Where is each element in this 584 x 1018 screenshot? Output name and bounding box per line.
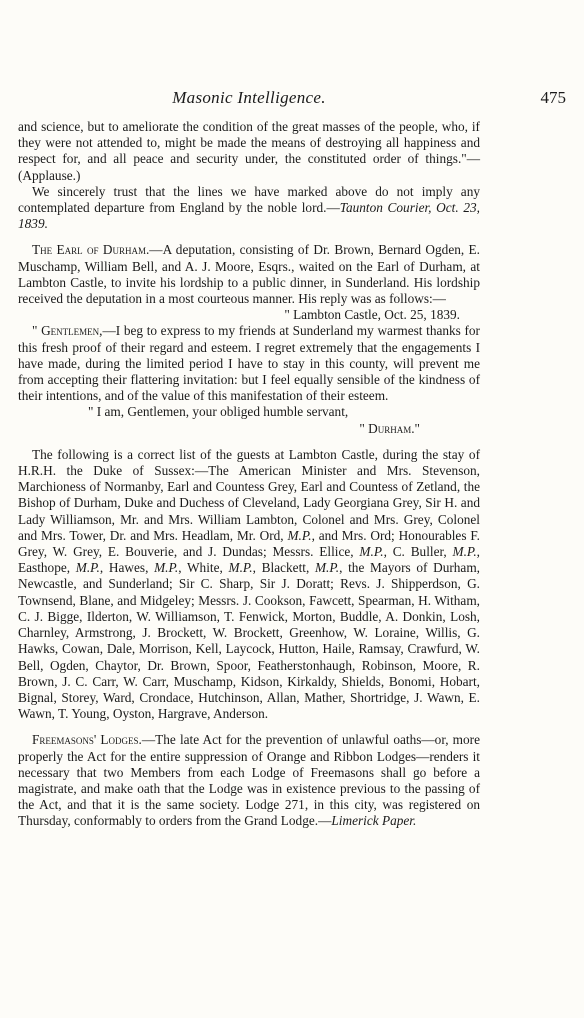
paragraph-text: , and Mrs. Ord; Honourables F. Grey, W. Grey, E. Bouverie, and J. Dundas; Messrs. Ellice, [18,527,480,560]
paragraph-text: We sincerely trust that the lines we have marked above do not imply any contemplated departure from England by the noble lord.— [18,183,480,216]
paragraph-text: and science, but to ameliorate the condition of the great masses of the people, who, if they were not attended to, might be made the means of destroying all happiness and respect for, and all peace and security under, the constituted order of things."—(Applause.) [18,119,480,183]
running-head [18,88,566,110]
letter-text: —I beg to express to my friends at Sunderland my warmest thanks for this fresh proof of their regard and esteem. I regret extremely that the engagements I have made, during the limited period I have to stay in this county, will prevent me from accepting their flattering invitation: but I feel equally sensible of the kindness of their intentions, and of the value of this manifestation of their esteem. [18,323,480,404]
source-citation: Taunton Courier, Oct. 23, 1839. [18,200,480,232]
paragraph-earl-of-durham [18,242,480,307]
paragraph-text: , the Mayors of Durham, Newcastle, and Sunderland; Sir C. Sharp, Sir J. Doratt; Revs. J. Shipperdson, G. Townsend, Blane, and Midgeley; Messrs. J. Cookson, Fawcett, Spearman, H. Witham, C. J. Bigge, Ilderton, W. Williamson, T. Fenwick, Morton, Buddle, A. Donkin, Losh, Charnley, Armstrong, J. Brockett, W. Brockett, Greenhow, W. Loraine, Willis, G. Hawks, Cowan, Dale, Morrison, Kell, Laycock, Hutton, Haile, Ramsay, Crawfurd, W. Bell, Ogden, Chaytor, Dr. Brown, Spoor, Featherstonhaugh, Robinson, Moore, R. Brown, J. C. Carr, W. Carr, Muschamp, Kidson, Kirkaldy, Shields, Bonomi, Hobart, Bignal, Storey, Ward, Crondace, Hutchinson, Allan, Mather, Shortridge, J. Wawn, E. Wawn, T. Young, Oyston, Hargrave, Anderson. [18,560,481,722]
paragraph-text: , White, [178,560,229,576]
source-citation: Limerick Paper. [331,813,417,829]
paragraph-text: —A deputation, consisting of Dr. Brown, Bernard Ogden, E. Muschamp, William Bell, and A. J. Moore, Esqrs., waited on the Earl of Durham, at Lambton Castle, to invite his lordship to a public dinner, in Sunderland. His lordship received the deputation in a most courteous manner. His reply was as follows:— [18,242,481,307]
paragraph-text: , Blackett, [252,560,315,576]
paragraph-text: , C. Buller, [383,544,453,560]
letter-body [18,323,480,404]
mp-abbrev: M.P. [452,544,477,560]
running-title: Masonic Intelligence. [172,88,326,107]
paragraph-guest-list [18,447,480,722]
letter-dateline: " Lambton Castle, Oct. 25, 1839. [284,307,460,323]
paragraph-text: , Easthope, [18,544,480,576]
paragraph-lead: Freemasons' Lodges. [32,732,142,748]
mp-abbrev: M.P. [287,527,312,543]
paragraph-text: —The late Act for the prevention of unlawful oaths—or, more properly the Act for the entire suppression of Orange and Ribbon Lodges—renders it necessary that two Members from each Lodge of Freemasons shall go before a magistrate, and make oath that the Lodge was in existence previous to the passing of the Act, and that it is the same society. Lodge 271, in this city, was registered on Thursday, conformably to orders from the Grand Lodge.— [18,732,480,829]
paragraph-continuation [18,119,480,184]
paragraph-comment [18,184,480,233]
paragraph-lead: The Earl of Durham. [32,242,150,258]
paragraph-freemasons-lodges [18,732,480,829]
page-number: 475 [540,88,566,107]
mp-abbrev: M.P. [314,560,340,576]
letter-signature: " Durham." [359,420,420,436]
mp-abbrev: M.P. [228,560,253,576]
mp-abbrev: M.P. [154,560,179,576]
paragraph-text: , Hawes, [99,560,155,576]
mp-abbrev: M.P. [75,560,100,576]
letter-salutation: " Gentlemen, [32,323,103,339]
paragraph-text: The following is a correct list of the guests at Lambton Castle, during the stay of H.R.H. the Duke of Sussex:—The American Minister and Mrs. Stevenson, Marchioness of Normanby, Earl and Countess Grey, Earl and Countess of Zetland, the Bishop of Durham, Duke and Duchess of Cleveland, Lady Georgiana Grey, Sir H. and Lady Williamson, Mr. and Mrs. William Lambton, Colonel and Mrs. Grey, Colonel and Mrs. Tower, Dr. and Mrs. Headlam, Mr. Ord, [18,446,480,543]
mp-abbrev: M.P. [359,544,384,560]
letter-closing: " I am, Gentlemen, your obliged humble servant, [88,404,349,420]
body-text [18,119,480,830]
